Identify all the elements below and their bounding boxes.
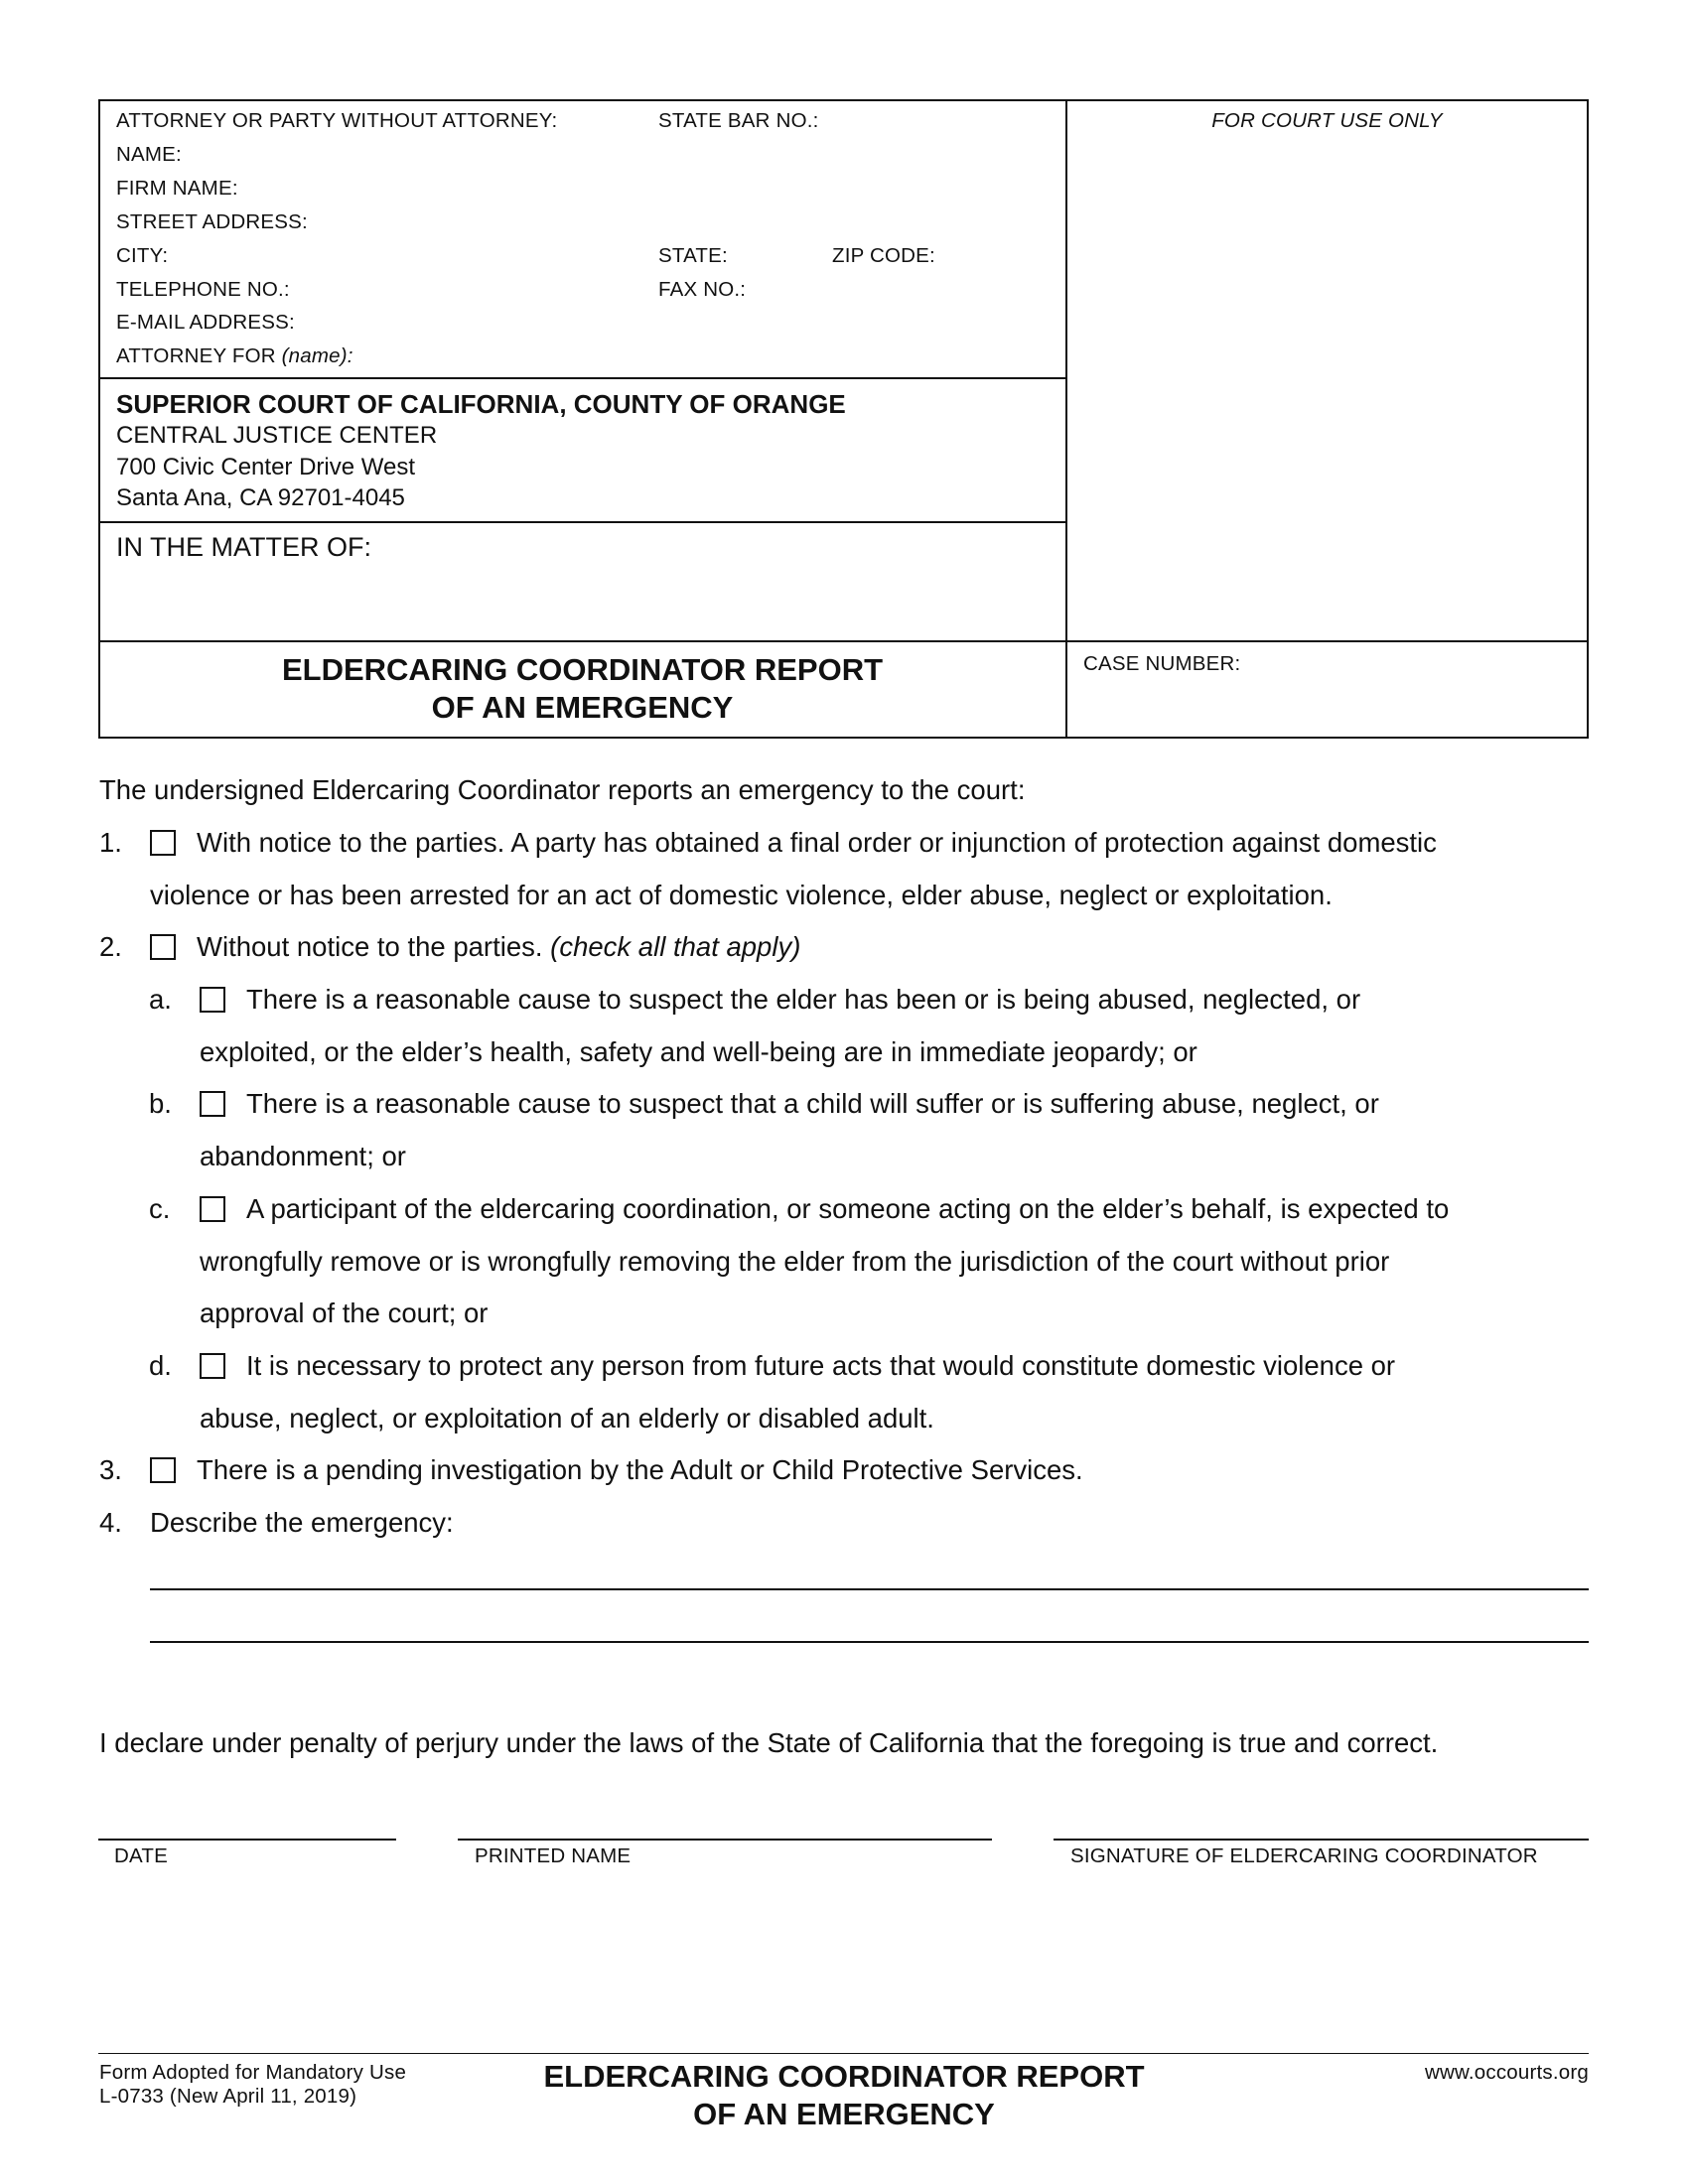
item2c-letter: c.: [149, 1193, 171, 1224]
caption-divider-title: [98, 640, 1589, 642]
court-name: SUPERIOR COURT OF CALIFORNIA, COUNTY OF ORANGE: [116, 389, 846, 419]
footer-rule: [98, 2053, 1589, 2054]
court-address-line2: Santa Ana, CA 92701-4045: [116, 484, 405, 511]
footer-title: [457, 2058, 1231, 2133]
form-title: [98, 651, 1066, 727]
item2b-line2: abandonment; or: [200, 1141, 406, 1171]
item2-text: Without notice to the parties.: [197, 931, 543, 962]
caption-divider-attorney: [98, 377, 1066, 379]
emergency-description-line2[interactable]: [150, 1641, 1589, 1643]
item2c-checkbox[interactable]: [200, 1196, 225, 1222]
item4-number: 4.: [99, 1507, 122, 1538]
item1-number: 1.: [99, 827, 122, 858]
date-label: DATE: [114, 1844, 168, 1867]
declaration-text: I declare under penalty of perjury under the laws of the State of California that the foregoing is true and correct.: [99, 1727, 1439, 1758]
item2c-line1: A participant of the eldercaring coordination, or someone acting on the elder’s behalf, is expected to: [246, 1193, 1450, 1224]
printed-name-line[interactable]: [458, 1839, 992, 1841]
court-address-line1: 700 Civic Center Drive West: [116, 454, 415, 480]
printed-name-label: PRINTED NAME: [475, 1844, 632, 1867]
name-label: NAME:: [116, 143, 182, 166]
footer-form-number: L-0733 (New April 11, 2019): [99, 2085, 357, 2108]
item2a-line2: exploited, or the elder’s health, safety and well-being are in immediate jeopardy; or: [200, 1036, 1197, 1067]
item2a-letter: a.: [149, 984, 172, 1015]
fax-label: FAX NO.:: [658, 278, 747, 301]
item2c-line3: approval of the court; or: [200, 1297, 489, 1328]
item2c-line2: wrongfully remove or is wrongfully removing the elder from the jurisdiction of the court without prior: [200, 1246, 1390, 1277]
footer-adopted: Form Adopted for Mandatory Use: [99, 2061, 407, 2084]
form-title-line1: ELDERCARING COORDINATOR REPORT: [281, 652, 884, 687]
emergency-description-line1[interactable]: [150, 1588, 1589, 1590]
item4-text: Describe the emergency:: [150, 1507, 454, 1538]
caption-divider-vertical: [1065, 99, 1067, 739]
attorney-label: ATTORNEY OR PARTY WITHOUT ATTORNEY:: [116, 109, 558, 132]
item2d-letter: d.: [149, 1350, 172, 1381]
item2-number: 2.: [99, 931, 122, 962]
signature-label: SIGNATURE OF ELDERCARING COORDINATOR: [1070, 1844, 1538, 1867]
item2b-letter: b.: [149, 1088, 172, 1119]
item2a-checkbox[interactable]: [200, 987, 225, 1013]
form-title-line2: OF AN EMERGENCY: [431, 690, 734, 725]
attorney-for-label: [116, 344, 353, 368]
item2d-line2: abuse, neglect, or exploitation of an elderly or disabled adult.: [200, 1403, 934, 1433]
date-line[interactable]: [98, 1839, 396, 1841]
item1-checkbox[interactable]: [150, 830, 176, 856]
footer-title-line2: OF AN EMERGENCY: [693, 2097, 995, 2131]
state-bar-label: STATE BAR NO.:: [658, 109, 819, 132]
court-center: CENTRAL JUSTICE CENTER: [116, 422, 438, 449]
intro-text: The undersigned Eldercaring Coordinator reports an emergency to the court:: [99, 774, 1026, 805]
zip-code-label: ZIP CODE:: [832, 244, 935, 267]
caption-divider-court: [98, 521, 1066, 523]
item1-line1: With notice to the parties. A party has obtained a final order or injunction of protection against domestic: [197, 827, 1437, 858]
item2d-checkbox[interactable]: [200, 1353, 225, 1379]
item3-checkbox[interactable]: [150, 1457, 176, 1483]
item2b-line1: There is a reasonable cause to suspect that a child will suffer or is suffering abuse, neglect, or: [246, 1088, 1379, 1119]
item3-number: 3.: [99, 1454, 122, 1485]
attorney-for-text: ATTORNEY FOR: [116, 344, 276, 367]
item2-line: [197, 921, 800, 973]
item2a-line1: There is a reasonable cause to suspect the elder has been or is being abused, neglected, or: [246, 984, 1361, 1015]
telephone-label: TELEPHONE NO.:: [116, 278, 290, 301]
firm-name-label: FIRM NAME:: [116, 177, 238, 200]
item2d-line1: It is necessary to protect any person from future acts that would constitute domestic violence or: [246, 1350, 1396, 1381]
matter-label: IN THE MATTER OF:: [116, 532, 372, 562]
case-number-label: CASE NUMBER:: [1083, 652, 1241, 675]
footer-website[interactable]: www.occourts.org: [1425, 2061, 1589, 2084]
street-address-label: STREET ADDRESS:: [116, 210, 308, 233]
attorney-for-name-hint: (name):: [281, 344, 353, 367]
state-label: STATE:: [658, 244, 728, 267]
item2b-checkbox[interactable]: [200, 1091, 225, 1117]
item2-hint: (check all that apply): [550, 931, 801, 962]
court-use-label: FOR COURT USE ONLY: [1211, 109, 1443, 132]
signature-line[interactable]: [1054, 1839, 1589, 1841]
item2-checkbox[interactable]: [150, 934, 176, 960]
item1-line2: violence or has been arrested for an act of domestic violence, elder abuse, neglect or exploitation.: [150, 880, 1333, 910]
footer-title-line1: ELDERCARING COORDINATOR REPORT: [543, 2059, 1145, 2094]
city-label: CITY:: [116, 244, 169, 267]
email-label: E-MAIL ADDRESS:: [116, 311, 295, 334]
item3-text: There is a pending investigation by the Adult or Child Protective Services.: [197, 1454, 1083, 1485]
